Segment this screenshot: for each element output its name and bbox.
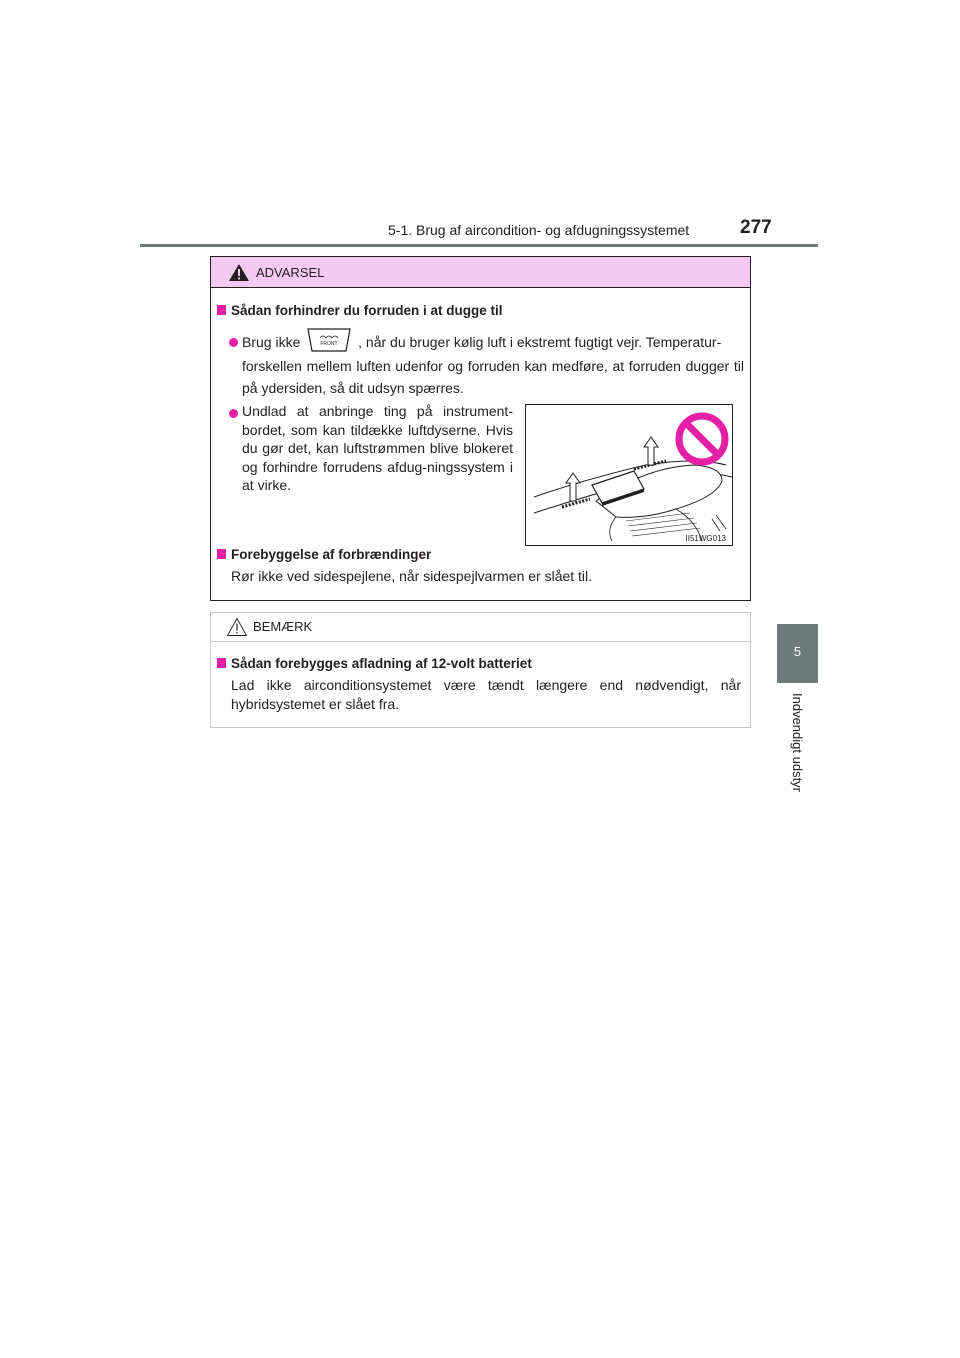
chapter-tab bbox=[777, 624, 818, 683]
notice-header bbox=[211, 613, 750, 642]
illustration-code: II51WG013 bbox=[685, 534, 726, 543]
notice-label: BEMÆRK bbox=[253, 619, 313, 634]
chapter-label-container bbox=[790, 693, 806, 813]
caution-triangle-icon bbox=[226, 617, 248, 637]
bullet-marker bbox=[229, 338, 238, 347]
bullet-marker bbox=[229, 409, 238, 418]
section-title: 5-1. Brug af aircondition- og afdugningssystemet bbox=[388, 222, 690, 238]
bullet-fog-first-line: Brug ikke FRONT , når du bruger kølig luft i ekstremt fugtigt vejr. Temperatur- bbox=[242, 331, 744, 353]
warning-header bbox=[211, 257, 750, 288]
bullet-dashboard: Undlad at anbringe ting på instrument-bordet, som kan tildække luftdyserne. Hvis du gør det, kan luftstrømmen blive blokeret og forhindre forrudens afdug-ningssystem i at virke. bbox=[242, 403, 513, 493]
page-number: 277 bbox=[740, 217, 772, 238]
warning-triangle-icon bbox=[228, 263, 250, 282]
section-marker bbox=[217, 305, 226, 315]
chapter-number: 5 bbox=[793, 644, 802, 659]
battery-text: Lad ikke airconditionsystemet være tændt længere end nødvendigt, når hybridsystemet er slået fra. bbox=[231, 677, 741, 712]
svg-text:FRONT: FRONT bbox=[320, 341, 338, 348]
warning-label: ADVARSEL bbox=[256, 265, 325, 280]
chapter-label: Indvendigt udstyr bbox=[790, 693, 805, 793]
warning-box bbox=[210, 256, 751, 601]
section-marker bbox=[217, 549, 226, 559]
section-title-battery: Sådan forebygges afladning af 12-volt batteriet bbox=[217, 656, 532, 671]
bullet-fog-rest: forskellen mellem luften udenfor og forruden kan medføre, at forruden dugger til på ydersiden, så dit udsyn spærres. bbox=[242, 358, 744, 396]
section-title-burns: Forebyggelse af forbrændinger bbox=[217, 547, 431, 562]
section-marker bbox=[217, 658, 226, 668]
dashboard-illustration bbox=[525, 404, 733, 546]
dashboard-vents-drawing bbox=[526, 405, 732, 545]
notice-box bbox=[210, 612, 751, 728]
header-divider bbox=[140, 244, 818, 247]
front-defroster-button-icon bbox=[306, 327, 352, 353]
section-title-fog: Sådan forhindrer du forruden i at dugge til bbox=[217, 303, 503, 318]
burns-text: Rør ikke ved sidespejlene, når sidespejlvarmen er slået til. bbox=[231, 568, 593, 584]
